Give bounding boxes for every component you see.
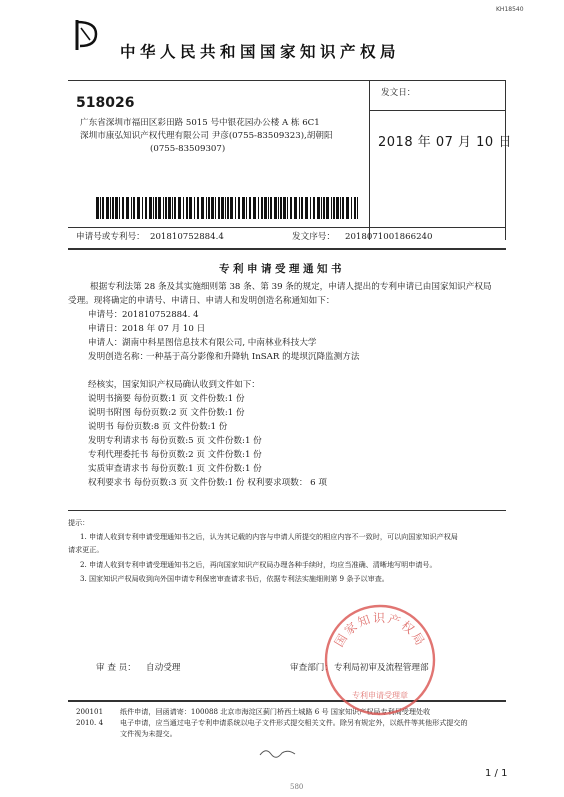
barcode-bar xyxy=(206,197,207,219)
barcode-bar xyxy=(178,197,181,219)
barcode-bar xyxy=(215,197,216,219)
barcode-bar xyxy=(208,197,210,219)
footer-electronic-line-2: 文件视为未提交。 xyxy=(120,729,177,738)
barcode-bar xyxy=(122,197,124,219)
barcode-bar xyxy=(323,197,325,219)
footer-top-rule xyxy=(68,700,506,702)
barcode-bar xyxy=(342,197,344,219)
barcode-bar xyxy=(305,197,308,219)
barcode-bar xyxy=(283,197,286,219)
application-no-field-value: 201810752884. 4 xyxy=(122,310,199,320)
barcode-bar xyxy=(165,197,167,219)
mid-rule xyxy=(68,227,506,228)
address-line-3: (0755-83509307) xyxy=(150,144,226,154)
barcode-bar xyxy=(168,197,171,219)
barcode-bar xyxy=(264,197,267,219)
department-label: 审查部门： xyxy=(290,663,333,673)
barcode-bar xyxy=(137,197,140,219)
address-line-2: 深圳市康弘知识产权代理有限公司 尹彦(0755-83509323),胡朝阳 xyxy=(80,131,333,141)
barcode-bar xyxy=(253,197,256,219)
barcode-bar xyxy=(131,197,132,219)
seal-arc-text: 国家知识产权局 xyxy=(331,610,429,650)
examiner-label: 审 查 员： xyxy=(96,663,136,673)
barcode-bar xyxy=(153,197,154,219)
barcode-bar xyxy=(183,197,184,219)
header-top-rule xyxy=(68,80,506,81)
barcode-bar xyxy=(313,197,315,219)
application-no-field-label: 申请号： xyxy=(88,310,123,320)
signature-scribble-icon xyxy=(258,744,298,760)
barcode-image xyxy=(96,197,358,219)
barcode-bar xyxy=(197,197,199,219)
barcode-bar xyxy=(119,197,120,219)
barcode-bar xyxy=(230,197,233,219)
header-bottom-rule xyxy=(68,248,506,250)
barcode-bar xyxy=(340,197,341,219)
barcode-bar xyxy=(110,197,111,219)
official-seal-image xyxy=(323,603,437,717)
barcode-bar xyxy=(333,197,335,219)
footer-electronic-line: 电子申请，应当通过电子专利申请系统以电子文件形式提交相关文件。除另有规定外，以纸件等其他形式提交的 xyxy=(120,718,468,727)
barcode-bar xyxy=(227,197,229,219)
files-intro: 经核实，国家知识产权局确认收到文件如下： xyxy=(88,380,260,390)
header-right-border xyxy=(505,80,506,240)
barcode-bar xyxy=(274,197,277,219)
barcode-bar xyxy=(96,197,99,219)
barcode-bar xyxy=(270,197,272,219)
barcode-bar xyxy=(158,197,161,219)
barcode-bar xyxy=(149,197,152,219)
barcode-bar xyxy=(249,197,251,219)
barcode-bar xyxy=(211,197,214,219)
barcode-bar xyxy=(221,197,224,219)
note-2: 2. 申请人收到专利申请受理通知书之后，再向国家知识产权局办理各种手续时，均应当准确、清晰地写明申请号。 xyxy=(80,560,437,569)
file-item: 专利代理委托书 每份页数:2 页 文件份数:1 份 xyxy=(88,450,262,460)
note-1: 1. 申请人收到专利申请受理通知书之后，认为其记载的内容与申请人所提交的相应内容不一致时，可以向国家知识产权局 xyxy=(80,532,458,541)
barcode-bar xyxy=(126,197,129,219)
barcode-bar xyxy=(242,197,245,219)
seal-bottom-text: 专利申请受理章 xyxy=(352,691,408,700)
barcode-bar xyxy=(280,197,282,219)
document-code: KH18540 xyxy=(496,6,524,13)
file-item: 说明书 每份页数:8 页 文件份数:1 份 xyxy=(88,422,228,432)
header-divider xyxy=(369,80,370,240)
barcode-bar xyxy=(326,197,329,219)
intro-line-2: 受理。现将确定的申请号、申请日、申请人和发明创造名称通知如下： xyxy=(68,296,335,306)
barcode-bar xyxy=(310,197,311,219)
invention-title-field-label: 发明创造名称： xyxy=(88,352,149,362)
barcode-bar xyxy=(278,197,279,219)
barcode-bar xyxy=(100,197,101,219)
address-line-1: 广东省深圳市福田区彩田路 5015 号中银花园办公楼 A 栋 6C1 xyxy=(80,118,320,128)
barcode-bar xyxy=(102,197,104,219)
barcode-bar xyxy=(331,197,332,219)
barcode-bar xyxy=(115,197,118,219)
date-box-rule xyxy=(369,110,506,111)
barcode-bar xyxy=(268,197,269,219)
barcode-bar xyxy=(201,197,204,219)
barcode-bar xyxy=(346,197,349,219)
file-item: 实质审查请求书 每份页数:1 页 文件份数:1 份 xyxy=(88,464,262,474)
filing-date-field-label: 申请日： xyxy=(88,324,123,334)
barcode-bar xyxy=(225,197,226,219)
barcode-bar xyxy=(261,197,263,219)
applicant-field-value: 湖南中科星图信息技术有限公司, 中南林业科技大学 xyxy=(122,338,317,348)
serial-number-label: 发文序号： xyxy=(292,232,335,242)
barcode-bar xyxy=(294,197,297,219)
invention-title-field-value: 一种基于高分影像和升降轨 InSAR 的堤坝沉降监测方法 xyxy=(146,352,360,362)
barcode-bar xyxy=(112,197,114,219)
intro-line-1: 根据专利法第 28 条及其实施细则第 38 条、第 39 条的规定，申请人提出的专利申请已由国家知识产权局 xyxy=(90,282,492,292)
department-value: 专利局初审及流程管理部 xyxy=(334,663,429,673)
barcode-bar xyxy=(172,197,173,219)
file-item: 说明书摘要 每份页数:1 页 文件份数:1 份 xyxy=(88,394,245,404)
barcode-bar xyxy=(301,197,303,219)
barcode-bar xyxy=(186,197,188,219)
file-item: 权利要求书 每份页数:3 页 文件份数:1 份 权利要求项数： 6 项 xyxy=(88,478,327,488)
barcode-bar xyxy=(299,197,300,219)
barcode-bar xyxy=(287,197,288,219)
barcode-bar xyxy=(142,197,143,219)
cnipa-logo-icon xyxy=(72,16,100,54)
notes-heading: 提示： xyxy=(68,518,90,527)
notice-title: 专利申请受理通知书 xyxy=(219,263,345,275)
file-item: 发明专利请求书 每份页数:5 页 文件份数:1 份 xyxy=(88,436,262,446)
barcode-bar xyxy=(174,197,176,219)
barcode-bar xyxy=(145,197,147,219)
applicant-field-label: 申请人： xyxy=(88,338,123,348)
barcode-bar xyxy=(336,197,339,219)
application-number-value: 201810752884.4 xyxy=(150,232,224,242)
barcode-bar xyxy=(354,197,356,219)
file-item: 说明书附图 每份页数:2 页 文件份数:1 份 xyxy=(88,408,245,418)
barcode-bar xyxy=(218,197,220,219)
examiner-value: 自动受理 xyxy=(146,663,181,673)
notes-top-rule xyxy=(68,510,506,511)
application-number-label: 申请号或专利号： xyxy=(76,232,145,242)
serial-number-value: 2018071001866240 xyxy=(345,232,433,242)
barcode-bar xyxy=(290,197,292,219)
footer-form-code: 200101 xyxy=(76,707,104,716)
barcode-bar xyxy=(189,197,192,219)
barcode-bar xyxy=(246,197,247,219)
filing-date-field-value: 2018 年 07 月 10 日 xyxy=(122,324,206,334)
barcode-bar xyxy=(194,197,195,219)
barcode-bar xyxy=(317,197,320,219)
postal-code: 518026 xyxy=(76,95,135,111)
barcode-bar xyxy=(155,197,157,219)
footer-mail-line: 纸件申请，回函请寄：100088 北京市海淀区蓟门桥西土城路 6 号 国家知识产权局专利局受理处收 xyxy=(120,707,431,716)
barcode-bar xyxy=(357,197,358,219)
barcode-bar xyxy=(238,197,240,219)
barcode-bar xyxy=(258,197,259,219)
note-3: 3. 国家知识产权局收到向外国申请专利保密审查请求书后，依据专利法实施细则第 9 条予以审查。 xyxy=(80,574,389,583)
barcode-bar xyxy=(133,197,135,219)
page-mark: 580 xyxy=(290,783,304,791)
barcode-bar xyxy=(235,197,236,219)
barcode-bar xyxy=(163,197,164,219)
barcode-bar xyxy=(321,197,322,219)
send-date-label: 发文日： xyxy=(381,88,416,98)
note-1-continued: 请求更正。 xyxy=(68,545,104,554)
send-date-value: 2018 年 07 月 10 日 xyxy=(378,135,512,150)
barcode-bar xyxy=(106,197,109,219)
page-indicator: 1 / 1 xyxy=(485,768,508,779)
barcode-bar xyxy=(351,197,352,219)
footer-form-version: 2010. 4 xyxy=(76,718,104,727)
issuing-office-name: 中华人民共和国国家知识产权局 xyxy=(120,43,401,61)
